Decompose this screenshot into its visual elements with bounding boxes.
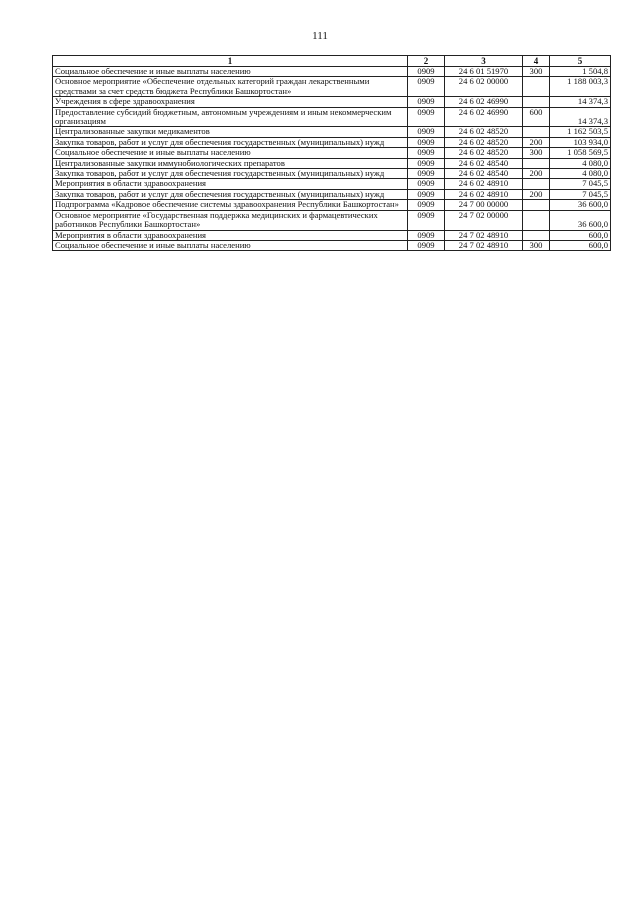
row-code: 24 6 02 48540	[445, 169, 523, 179]
row-kind	[523, 97, 550, 107]
table-row	[53, 97, 611, 107]
table-row	[53, 127, 611, 137]
row-kind	[523, 179, 550, 189]
table-row	[53, 189, 611, 199]
row-amount: 4 080,0	[550, 169, 611, 179]
row-section: 0909	[408, 179, 445, 189]
row-amount: 1 504,8	[550, 67, 611, 77]
row-kind	[523, 230, 550, 240]
table-row	[53, 148, 611, 158]
row-kind: 600	[523, 107, 550, 127]
row-kind	[523, 210, 550, 230]
row-amount: 36 600,0	[550, 210, 611, 230]
row-amount: 36 600,0	[550, 200, 611, 210]
budget-table	[52, 55, 611, 251]
row-code: 24 6 02 46990	[445, 107, 523, 127]
row-amount: 7 045,5	[550, 179, 611, 189]
row-section: 0909	[408, 77, 445, 97]
table-row	[53, 137, 611, 147]
row-kind: 200	[523, 189, 550, 199]
row-kind	[523, 158, 550, 168]
row-name: Централизованные закупки иммунобиологических препаратов	[53, 158, 408, 168]
table-row	[53, 107, 611, 127]
row-amount: 600,0	[550, 230, 611, 240]
row-section: 0909	[408, 97, 445, 107]
row-amount: 103 934,0	[550, 137, 611, 147]
row-section: 0909	[408, 158, 445, 168]
row-code: 24 7 02 48910	[445, 240, 523, 250]
row-amount: 7 045,5	[550, 189, 611, 199]
row-amount: 14 374,3	[550, 97, 611, 107]
row-name: Предоставление субсидий бюджетным, автономным учреждениям и иным некоммерческим организациям	[53, 107, 408, 127]
column-header-kind: 4	[523, 56, 550, 67]
table-row	[53, 158, 611, 168]
row-kind	[523, 200, 550, 210]
table-row	[53, 77, 611, 97]
row-section: 0909	[408, 189, 445, 199]
row-name: Социальное обеспечение и иные выплаты населению	[53, 240, 408, 250]
row-code: 24 6 02 46990	[445, 97, 523, 107]
column-header-amount: 5	[550, 56, 611, 67]
row-section: 0909	[408, 67, 445, 77]
row-kind: 300	[523, 148, 550, 158]
table-row	[53, 210, 611, 230]
row-code: 24 7 00 00000	[445, 200, 523, 210]
row-amount: 4 080,0	[550, 158, 611, 168]
row-code: 24 6 02 48910	[445, 179, 523, 189]
table-row	[53, 169, 611, 179]
row-code: 24 6 02 48540	[445, 158, 523, 168]
table-header-row	[53, 56, 611, 67]
column-header-code: 3	[445, 56, 523, 67]
row-kind	[523, 127, 550, 137]
row-name: Централизованные закупки медикаментов	[53, 127, 408, 137]
row-section: 0909	[408, 210, 445, 230]
row-name: Мероприятия в области здравоохранения	[53, 230, 408, 240]
row-code: 24 7 02 00000	[445, 210, 523, 230]
row-name: Социальное обеспечение и иные выплаты населению	[53, 67, 408, 77]
row-section: 0909	[408, 240, 445, 250]
row-name: Закупка товаров, работ и услуг для обеспечения государственных (муниципальных) нужд	[53, 169, 408, 179]
row-name: Закупка товаров, работ и услуг для обеспечения государственных (муниципальных) нужд	[53, 189, 408, 199]
row-name: Учреждения в сфере здравоохранения	[53, 97, 408, 107]
row-code: 24 6 02 48910	[445, 189, 523, 199]
row-code: 24 7 02 48910	[445, 230, 523, 240]
table-row	[53, 230, 611, 240]
row-section: 0909	[408, 169, 445, 179]
row-code: 24 6 02 48520	[445, 127, 523, 137]
row-amount: 1 188 003,3	[550, 77, 611, 97]
row-kind	[523, 77, 550, 97]
row-code: 24 6 02 00000	[445, 77, 523, 97]
row-section: 0909	[408, 148, 445, 158]
row-section: 0909	[408, 107, 445, 127]
column-header-name: 1	[53, 56, 408, 67]
row-kind: 200	[523, 137, 550, 147]
table-row	[53, 240, 611, 250]
row-name: Подпрограмма «Кадровое обеспечение системы здравоохранения Республики Башкортостан»	[53, 200, 408, 210]
column-header-section: 2	[408, 56, 445, 67]
row-code: 24 6 02 48520	[445, 137, 523, 147]
row-section: 0909	[408, 200, 445, 210]
row-amount: 600,0	[550, 240, 611, 250]
row-name: Закупка товаров, работ и услуг для обеспечения государственных (муниципальных) нужд	[53, 137, 408, 147]
row-code: 24 6 02 48520	[445, 148, 523, 158]
row-name: Мероприятия в области здравоохранения	[53, 179, 408, 189]
row-section: 0909	[408, 230, 445, 240]
row-name: Основное мероприятие «Обеспечение отдельных категорий граждан лекарственными средствами за счет средств бюджета Республики Башкортостан»	[53, 77, 408, 97]
table-row	[53, 179, 611, 189]
row-name: Основное мероприятие «Государственная поддержка медицинских и фармацевтических работников Республики Башкортостан»	[53, 210, 408, 230]
row-kind: 300	[523, 67, 550, 77]
row-amount: 1 162 503,5	[550, 127, 611, 137]
row-amount: 1 058 569,5	[550, 148, 611, 158]
row-name: Социальное обеспечение и иные выплаты населению	[53, 148, 408, 158]
row-kind: 300	[523, 240, 550, 250]
row-code: 24 6 01 51970	[445, 67, 523, 77]
table-row	[53, 200, 611, 210]
page-number: 111	[312, 30, 328, 42]
row-section: 0909	[408, 137, 445, 147]
row-section: 0909	[408, 127, 445, 137]
row-kind: 200	[523, 169, 550, 179]
table-row	[53, 67, 611, 77]
row-amount: 14 374,3	[550, 107, 611, 127]
